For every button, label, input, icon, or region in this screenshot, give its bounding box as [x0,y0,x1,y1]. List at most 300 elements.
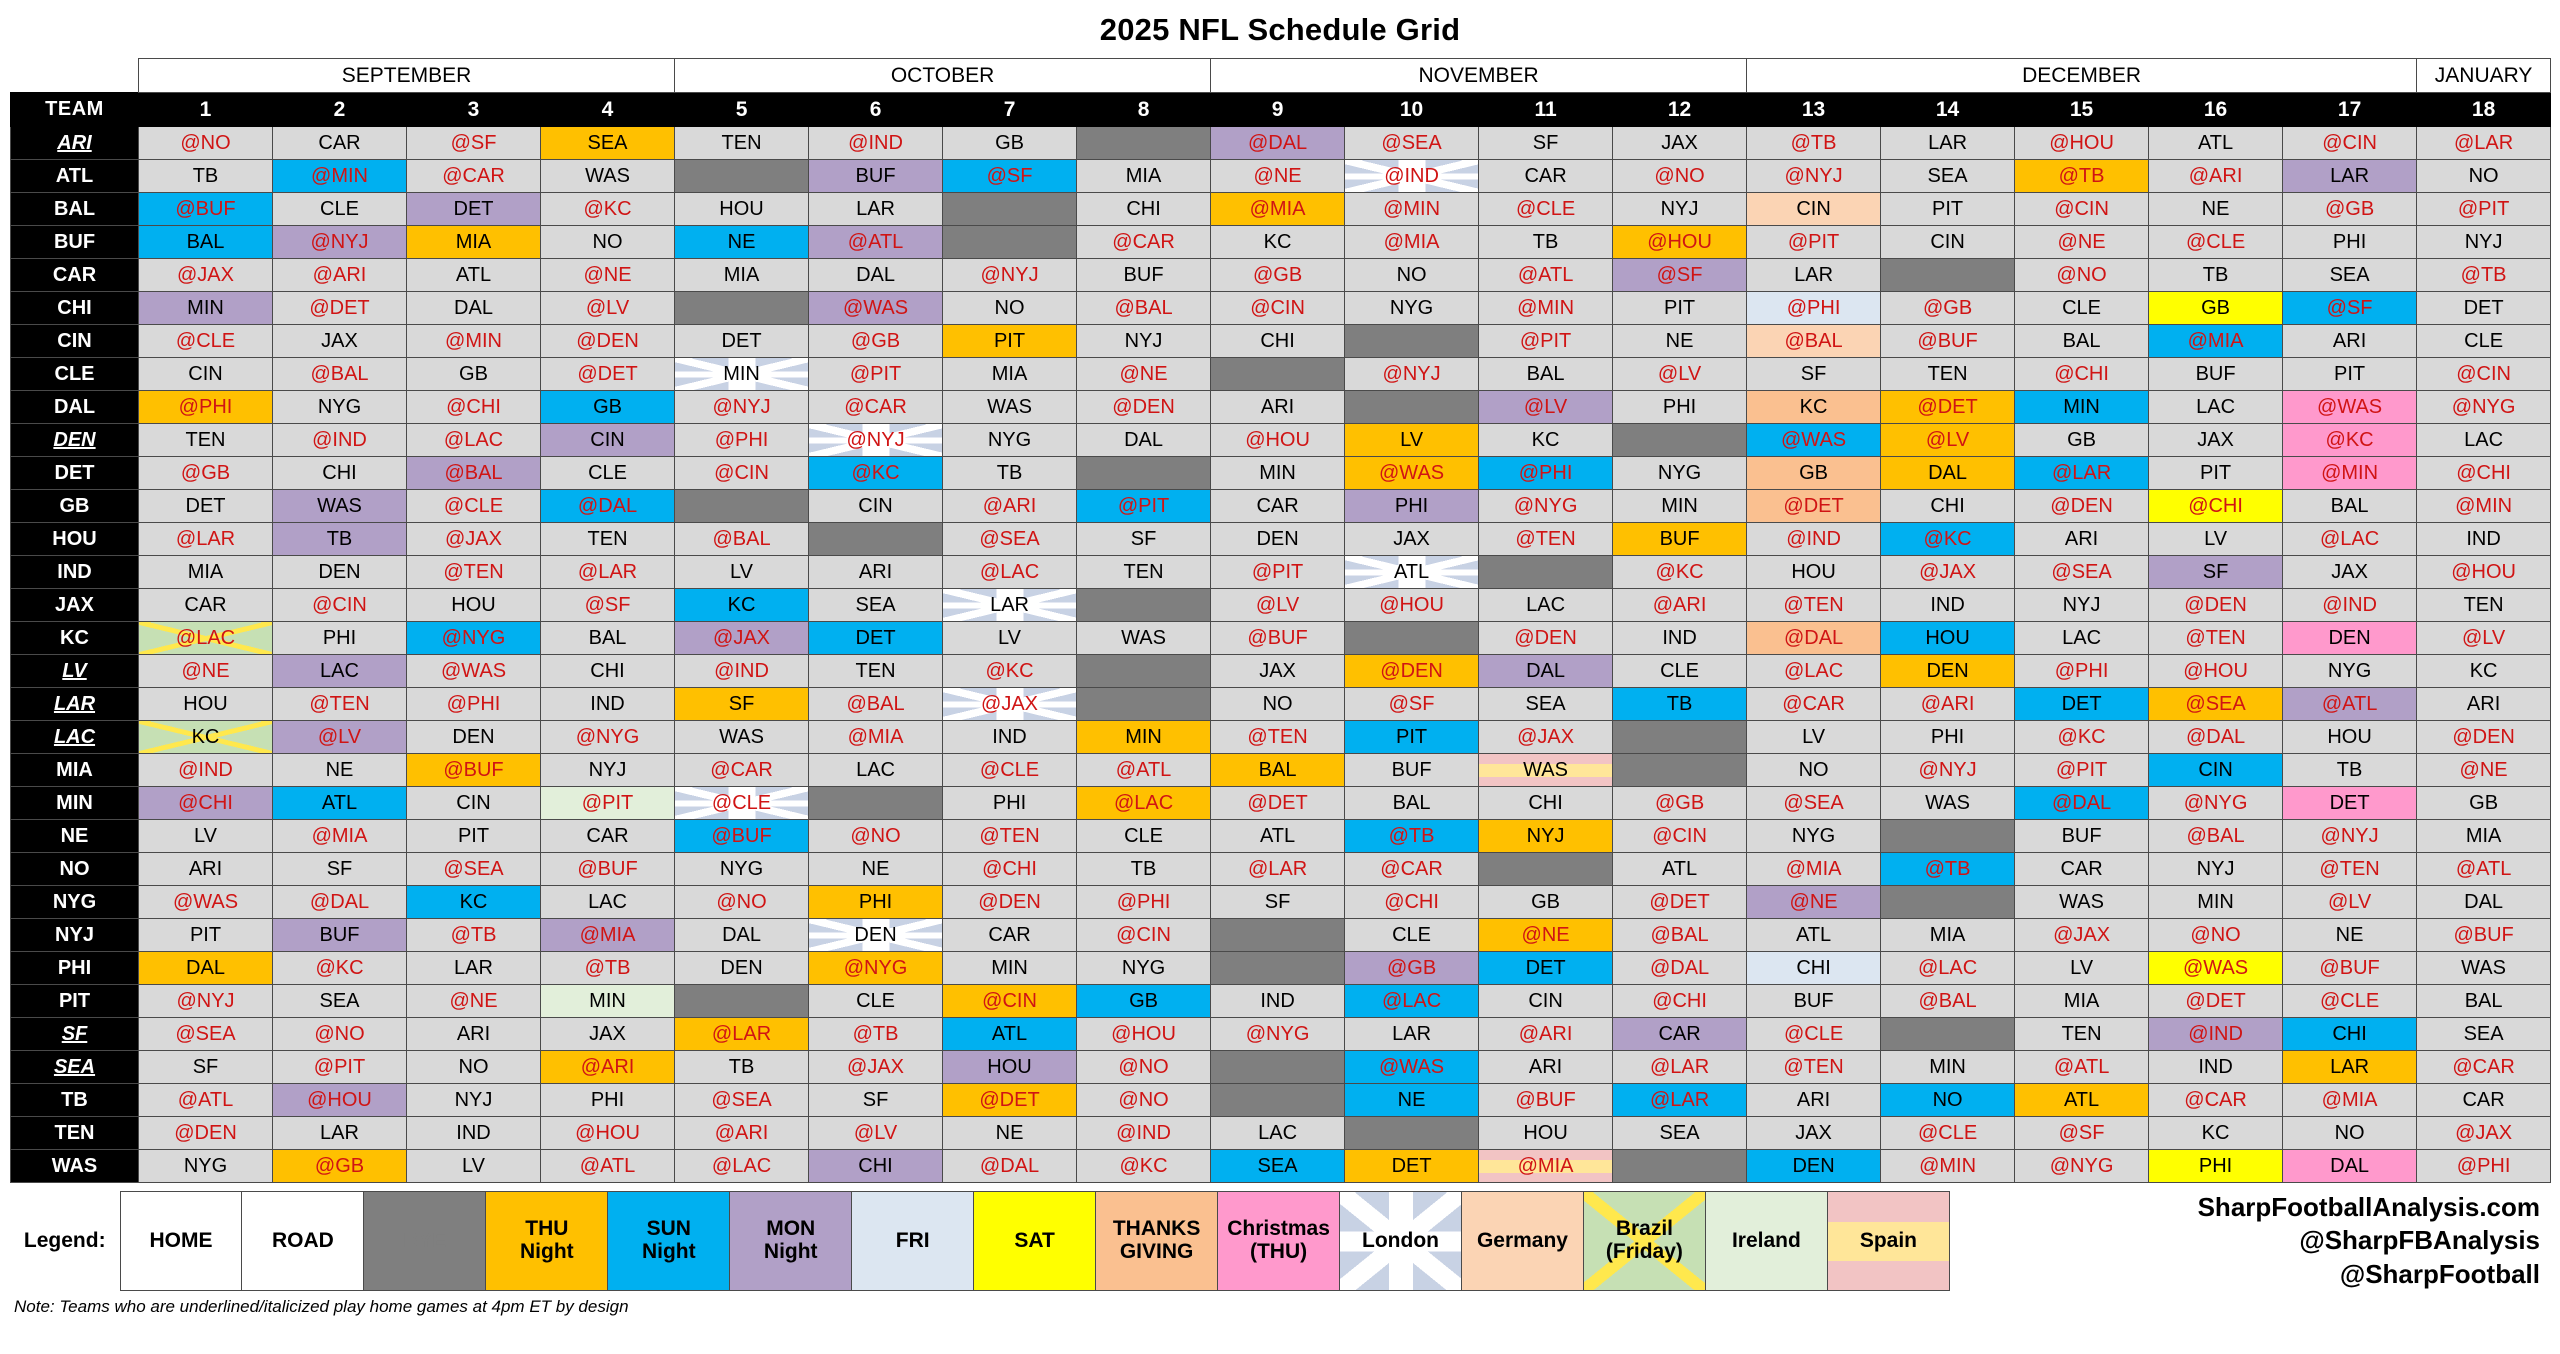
game-cell: LV [139,820,273,853]
game-cell: @GB [1881,292,2015,325]
game-cell: ARI [2417,688,2551,721]
game-cell: NO [2417,160,2551,193]
game-cell: @SF [541,589,675,622]
game-cell: @NO [2149,919,2283,952]
game-cell: GB [2149,292,2283,325]
team-label-dal: DAL [11,391,139,424]
table-row [11,1084,2551,1117]
game-cell: @LAR [1613,1051,1747,1084]
game-cell: @IND [139,754,273,787]
game-cell: @BAL [1881,985,2015,1018]
game-cell [1345,325,1479,358]
game-cell: @ATL [1479,259,1613,292]
game-cell [1211,1051,1345,1084]
game-cell: PIT [1881,193,2015,226]
game-cell: PIT [1345,721,1479,754]
game-cell: MIN [1881,1051,2015,1084]
game-cell: @CAR [2149,1084,2283,1117]
game-cell: TB [943,457,1077,490]
game-cell: TB [2283,754,2417,787]
table-row [11,1018,2551,1051]
social-handles [1950,1191,2550,1291]
game-cell: PHI [1881,721,2015,754]
game-cell: HOU [139,688,273,721]
team-label-was: WAS [11,1150,139,1183]
game-cell: @NE [139,655,273,688]
game-cell [1345,622,1479,655]
game-cell: @CIN [943,985,1077,1018]
game-cell: IND [943,721,1077,754]
game-cell: @BUF [675,820,809,853]
game-cell: @LAR [2015,457,2149,490]
game-cell: ATL [1613,853,1747,886]
game-cell: JAX [2149,424,2283,457]
game-cell: MIN [2015,391,2149,424]
game-cell: @CHI [1613,985,1747,1018]
game-cell: ARI [2015,523,2149,556]
game-cell: @CLE [2149,226,2283,259]
team-label-det: DET [11,457,139,490]
game-cell: NE [943,1117,1077,1150]
game-cell: @TB [1345,820,1479,853]
game-cell: @NE [407,985,541,1018]
table-row [11,688,2551,721]
game-cell: CLE [2417,325,2551,358]
game-cell: IND [1211,985,1345,1018]
game-cell: @CLE [675,787,809,820]
game-cell: CAR [1211,490,1345,523]
game-cell: KC [139,721,273,754]
table-row [11,589,2551,622]
game-cell [943,193,1077,226]
game-cell: @BAL [273,358,407,391]
game-cell: PHI [541,1084,675,1117]
week-header-11: 11 [1479,93,1613,127]
game-cell: @CHI [139,787,273,820]
team-label-chi: CHI [11,292,139,325]
game-cell [1211,919,1345,952]
game-cell: TEN [1881,358,2015,391]
game-cell: @HOU [2149,655,2283,688]
table-row [11,655,2551,688]
game-cell: NYG [1613,457,1747,490]
game-cell: CIN [1747,193,1881,226]
game-cell: TEN [541,523,675,556]
game-cell: MIA [1077,160,1211,193]
game-cell: GB [1479,886,1613,919]
game-cell: @BUF [1881,325,2015,358]
game-cell: @IND [273,424,407,457]
game-cell: @NYG [2417,391,2551,424]
game-cell: MIA [139,556,273,589]
game-cell: @TEN [273,688,407,721]
game-cell: @ARI [1479,1018,1613,1051]
game-cell: CAR [139,589,273,622]
game-cell: NYJ [1077,325,1211,358]
game-cell [675,490,809,523]
game-cell: @IND [809,127,943,160]
game-cell: ATL [1345,556,1479,589]
game-cell: TB [1479,226,1613,259]
game-cell: @MIA [2149,325,2283,358]
game-cell: BAL [1345,787,1479,820]
game-cell: @CHI [2417,457,2551,490]
game-cell: ATL [2015,1084,2149,1117]
legend-item-sun-night: SUN Night [608,1192,730,1291]
game-cell: NYG [1747,820,1881,853]
game-cell: JAX [1211,655,1345,688]
game-cell: @NE [1077,358,1211,391]
game-cell [809,523,943,556]
game-cell: @LAR [139,523,273,556]
game-cell: @PIT [1077,490,1211,523]
game-cell: MIN [1077,721,1211,754]
game-cell: BUF [273,919,407,952]
team-label-cin: CIN [11,325,139,358]
game-cell: CHI [273,457,407,490]
game-cell: CLE [2015,292,2149,325]
game-cell: @LV [1881,424,2015,457]
game-cell: @CIN [273,589,407,622]
game-cell: @CAR [675,754,809,787]
week-header-9: 9 [1211,93,1345,127]
game-cell: CIN [809,490,943,523]
game-cell: @NYJ [943,259,1077,292]
game-cell: @DET [1211,787,1345,820]
game-cell: @JAX [1479,721,1613,754]
game-cell: @KC [541,193,675,226]
game-cell: @TEN [407,556,541,589]
game-cell: @JAX [139,259,273,292]
game-cell: NYG [1345,292,1479,325]
game-cell: PIT [2283,358,2417,391]
game-cell: @NYJ [1881,754,2015,787]
game-cell: @PHI [1479,457,1613,490]
page-title: 2025 NFL Schedule Grid [1099,12,1461,47]
game-cell: @IND [2283,589,2417,622]
game-cell: BAL [139,226,273,259]
game-cell: @KC [2015,721,2149,754]
game-cell: @GB [1345,952,1479,985]
game-cell: DET [675,325,809,358]
game-cell: @GB [273,1150,407,1183]
game-cell: NO [1345,259,1479,292]
game-cell: PIT [139,919,273,952]
game-cell: HOU [675,193,809,226]
game-cell: @NE [1211,160,1345,193]
game-cell: DAL [407,292,541,325]
game-cell: LAC [2015,622,2149,655]
game-cell: SF [139,1051,273,1084]
game-cell: MIA [407,226,541,259]
game-cell: LAR [809,193,943,226]
game-cell: @WAS [809,292,943,325]
game-cell: @DEN [541,325,675,358]
game-cell: CLE [1077,820,1211,853]
game-cell: DET [2417,292,2551,325]
game-cell: @DET [1881,391,2015,424]
week-header-12: 12 [1613,93,1747,127]
game-cell: @WAS [1345,457,1479,490]
game-cell [1211,952,1345,985]
game-cell: @HOU [2417,556,2551,589]
game-cell [1881,259,2015,292]
game-cell: @PHI [139,391,273,424]
game-cell: TB [1077,853,1211,886]
game-cell: MIN [1211,457,1345,490]
game-cell: @DAL [2015,787,2149,820]
game-cell: @PIT [1479,325,1613,358]
game-cell: NYG [675,853,809,886]
game-cell: MIN [943,952,1077,985]
game-cell: CHI [809,1150,943,1183]
game-cell: CLE [273,193,407,226]
game-cell: @DAL [1211,127,1345,160]
game-cell: @DAL [2149,721,2283,754]
game-cell: LAR [1881,127,2015,160]
team-label-no: NO [11,853,139,886]
table-row [11,1051,2551,1084]
game-cell: NO [2283,1117,2417,1150]
game-cell: BUF [1613,523,1747,556]
team-label-kc: KC [11,622,139,655]
table-row [11,754,2551,787]
game-cell: @ARI [273,259,407,292]
game-cell: @PIT [1747,226,1881,259]
game-cell: KC [407,886,541,919]
game-cell: @DEN [1345,655,1479,688]
game-cell: @TB [809,1018,943,1051]
game-cell: @DET [2149,985,2283,1018]
game-cell: @ARI [675,1117,809,1150]
legend-item-germany: Germany [1461,1192,1583,1291]
game-cell: SF [1747,358,1881,391]
game-cell: @NO [1077,1051,1211,1084]
game-cell: SF [273,853,407,886]
game-cell: @SF [2283,292,2417,325]
week-header-4: 4 [541,93,675,127]
game-cell: @BUF [1479,1084,1613,1117]
game-cell: @KC [809,457,943,490]
game-cell: ATL [273,787,407,820]
game-cell: GB [1077,985,1211,1018]
game-cell: @ATL [2417,853,2551,886]
table-row [11,490,2551,523]
game-cell [1077,457,1211,490]
game-cell: @HOU [541,1117,675,1150]
game-cell: BUF [1077,259,1211,292]
game-cell: @SEA [407,853,541,886]
game-cell: MIA [2417,820,2551,853]
game-cell: @JAX [675,622,809,655]
game-cell: CAR [1613,1018,1747,1051]
game-cell: GB [2417,787,2551,820]
game-cell: @PHI [2015,655,2149,688]
game-cell: DEN [675,952,809,985]
game-cell: IND [1881,589,2015,622]
game-cell: MIN [541,985,675,1018]
game-cell: @CHI [2149,490,2283,523]
game-cell: ATL [1211,820,1345,853]
game-cell: @WAS [2149,952,2283,985]
legend-item-christmas-thu: Christmas (THU) [1218,1192,1340,1291]
game-cell: NE [809,853,943,886]
game-cell: @SF [407,127,541,160]
game-cell: IND [1613,622,1747,655]
game-cell: TEN [2015,1018,2149,1051]
legend-row [10,1192,1950,1291]
legend-item-thanks-giving: THANKS GIVING [1096,1192,1218,1291]
legend-item-ireland: Ireland [1705,1192,1827,1291]
game-cell: @KC [2283,424,2417,457]
game-cell: KC [2149,1117,2283,1150]
game-cell: @DET [1613,886,1747,919]
game-cell: @MIN [407,325,541,358]
game-cell: @SEA [139,1018,273,1051]
game-cell: @ARI [1881,688,2015,721]
game-cell: SEA [1881,160,2015,193]
game-cell: @LV [273,721,407,754]
game-cell: CLE [541,457,675,490]
game-cell: KC [2417,655,2551,688]
month-header-january: JANUARY [2417,59,2551,93]
game-cell: BAL [2015,325,2149,358]
game-cell: @CHI [1345,886,1479,919]
team-label-mia: MIA [11,754,139,787]
game-cell: @PHI [407,688,541,721]
game-cell: @ATL [139,1084,273,1117]
game-cell: ATL [407,259,541,292]
game-cell: @SF [943,160,1077,193]
game-cell: @DAL [541,490,675,523]
table-row [11,391,2551,424]
month-header-october: OCTOBER [675,59,1211,93]
game-cell [1211,358,1345,391]
game-cell: @LAC [1345,985,1479,1018]
team-label-sf: SF [11,1018,139,1051]
game-cell: @CLE [2283,985,2417,1018]
game-cell: NO [943,292,1077,325]
game-cell: SF [1211,886,1345,919]
game-cell: MIN [139,292,273,325]
game-cell: @PHI [1747,292,1881,325]
game-cell: GB [2015,424,2149,457]
game-cell: NYG [943,424,1077,457]
game-cell: @NYJ [273,226,407,259]
game-cell: @BUF [541,853,675,886]
game-cell: ARI [139,853,273,886]
legend-item-bye: BYE [364,1192,486,1291]
game-cell: @KC [273,952,407,985]
game-cell: @WAS [1345,1051,1479,1084]
game-cell: @LAC [1881,952,2015,985]
game-cell: DEN [809,919,943,952]
game-cell: TB [273,523,407,556]
game-cell: @TB [2417,259,2551,292]
team-label-lac: LAC [11,721,139,754]
game-cell: @LAC [2283,523,2417,556]
game-cell: @CIN [1613,820,1747,853]
game-cell: CHI [1211,325,1345,358]
game-cell: @DEN [1479,622,1613,655]
week-header-16: 16 [2149,93,2283,127]
game-cell: BAL [2283,490,2417,523]
game-cell: JAX [273,325,407,358]
schedule-body [11,127,2551,1183]
game-cell: @PHI [675,424,809,457]
game-cell: DAL [139,952,273,985]
game-cell: @CAR [2417,1051,2551,1084]
game-cell: @WAS [2283,391,2417,424]
game-cell: @CHI [943,853,1077,886]
game-cell: @NE [541,259,675,292]
game-cell: BUF [1345,754,1479,787]
game-cell: @DEN [2149,589,2283,622]
table-row [11,1117,2551,1150]
game-cell: @NYG [407,622,541,655]
game-cell: @LAC [1077,787,1211,820]
game-cell: NYJ [1479,820,1613,853]
game-cell: LAC [2417,424,2551,457]
team-label-tb: TB [11,1084,139,1117]
game-cell: @BUF [2417,919,2551,952]
game-cell [1211,1084,1345,1117]
game-cell: LAR [1747,259,1881,292]
game-cell: SF [1077,523,1211,556]
team-label-cle: CLE [11,358,139,391]
game-cell: DEN [407,721,541,754]
game-cell: @GB [1211,259,1345,292]
table-row [11,226,2551,259]
game-cell: NO [1211,688,1345,721]
game-cell: MIN [675,358,809,391]
week-header-5: 5 [675,93,809,127]
week-header-row [11,93,2551,127]
game-cell: @DAL [1747,622,1881,655]
game-cell: @PIT [541,787,675,820]
game-cell: CLE [1613,655,1747,688]
game-cell: @SEA [1345,127,1479,160]
game-cell: TB [675,1051,809,1084]
game-cell: IND [407,1117,541,1150]
game-cell: CHI [541,655,675,688]
legend-item-london: London [1340,1192,1462,1291]
team-label-gb: GB [11,490,139,523]
table-row [11,919,2551,952]
table-row [11,1150,2551,1183]
game-cell: @DET [1747,490,1881,523]
game-cell: @DAL [1613,952,1747,985]
week-header-6: 6 [809,93,943,127]
game-cell: CAR [2015,853,2149,886]
game-cell: @CLE [407,490,541,523]
month-header-november: NOVEMBER [1211,59,1747,93]
game-cell: @MIA [2283,1084,2417,1117]
game-cell: @CHI [2015,358,2149,391]
game-cell: PHI [943,787,1077,820]
table-row [11,853,2551,886]
game-cell: TB [1613,688,1747,721]
game-cell: @NYG [2015,1150,2149,1183]
game-cell: @SEA [2015,556,2149,589]
game-cell: WAS [2417,952,2551,985]
game-cell: MIA [2015,985,2149,1018]
game-cell [1077,127,1211,160]
social-handle-0: SharpFootballAnalysis.com [2197,1192,2540,1222]
social-handle-2: @SharpFootball [2339,1258,2540,1289]
game-cell: @BUF [407,754,541,787]
game-cell: NYG [1077,952,1211,985]
